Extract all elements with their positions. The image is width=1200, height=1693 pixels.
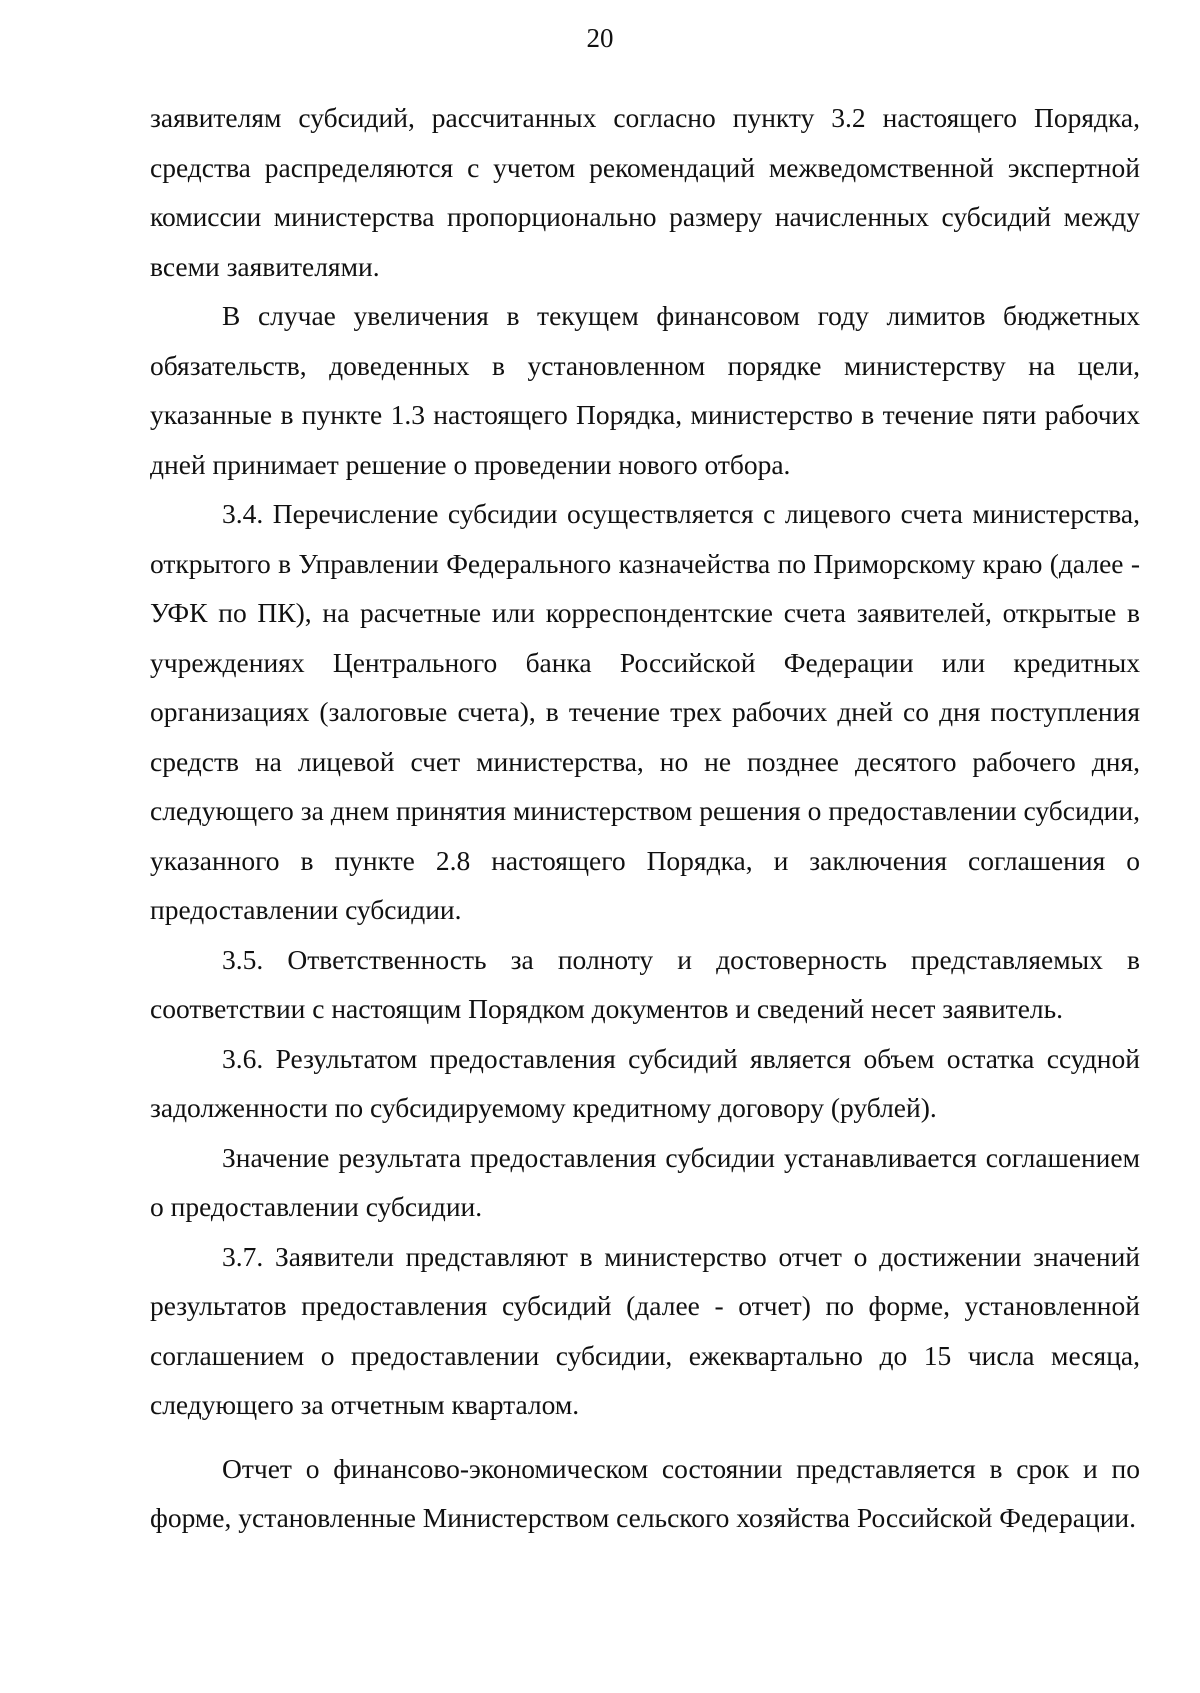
paragraph-financial-report: Отчет о финансово-экономическом состоянии представляется в срок и по форме, установленные Министерством сельского хозяйства Российской Федерации. (150, 1452, 1140, 1533)
paragraph-budget-limits: В случае увеличения в текущем финансовом году лимитов бюджетных обязательств, доведенных в установленном порядке министерству на цели, указанные в пункте 1.3 настоящего Порядка, министерство в течение пяти рабочих дней принимает решение о проведении нового отбора. (150, 300, 1140, 480)
paragraph-result-value: Значение результата предоставления субсидии устанавливается соглашением о предоставлении субсидии. (150, 1141, 1140, 1222)
paragraph-continuation: заявителям субсидий, рассчитанных согласно пункту 3.2 настоящего Порядка, средства распределяются с учетом рекомендаций межведомственной экспертной комиссии министерства пропорционально размеру начисленных субсидий между всеми заявителями. (150, 102, 1140, 282)
paragraph-3-5: 3.5. Ответственность за полноту и достоверность представляемых в соответствии с настоящим Порядком документов и сведений несет заявитель. (150, 943, 1140, 1024)
paragraph-3-6: 3.6. Результатом предоставления субсидий является объем остатка ссудной задолженности по субсидируемому кредитному договору (рублей). (150, 1042, 1140, 1123)
page-number: 20 (586, 23, 614, 53)
paragraph-3-4: 3.4. Перечисление субсидии осуществляется с лицевого счета министерства, открытого в Управлении Федерального казначейства по Приморскому краю (далее - УФК по ПК), на расчетные или корреспондентские счета заявителей, открытые в учреждениях Центрального банка Российской Федерации или кредитных организациях (залоговые счета), в течение трех рабочих дней со дня поступления средств на лицевой счет министерства, но не позднее десятого рабочего дня, следующего за днем принятия министерством решения о предоставлении субсидии, указанного в пункте 2.8 настоящего Порядка, и заключения соглашения о предоставлении субсидии. (150, 498, 1140, 925)
document-body (150, 93, 1140, 1543)
paragraph-3-7: 3.7. Заявители представляют в министерство отчет о достижении значений результатов предоставления субсидий (далее - отчет) по форме, установленной соглашением о предоставлении субсидии, ежеквартально до 15 числа месяца, следующего за отчетным кварталом. (150, 1240, 1140, 1420)
